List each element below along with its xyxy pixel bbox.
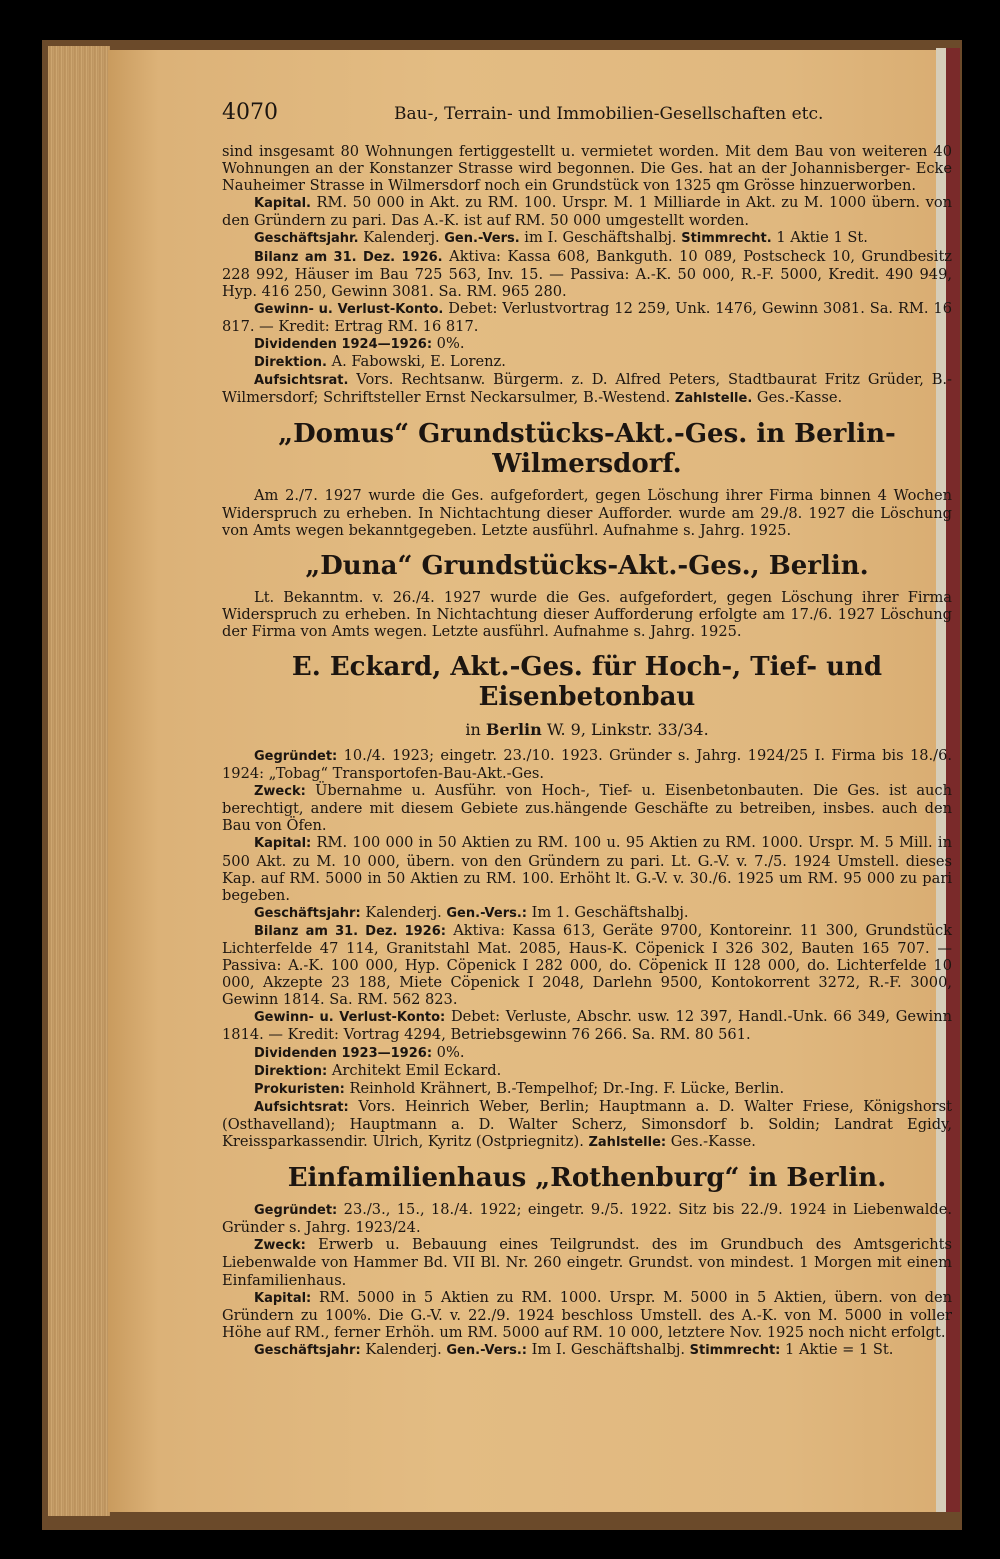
field-label: Zahlstelle: <box>588 1135 667 1151</box>
dividend-entry <box>222 1044 952 1062</box>
zweck-entry <box>222 1236 952 1288</box>
field-label: Prokuristen: <box>254 1081 345 1097</box>
field-label: Bilanz am 31. Dez. 1926: <box>254 923 446 939</box>
field-label: Aufsichtsrat: <box>254 1099 349 1115</box>
field-value: 0%. <box>436 1043 465 1061</box>
field-label: Kapital: <box>254 1290 312 1306</box>
field-label: Gen.-Vers. <box>444 231 520 247</box>
gegruendet-entry <box>222 1201 952 1236</box>
bilanz-entry <box>222 922 952 1008</box>
running-title: Bau-, Terrain- und Immobilien-Gesellschaften etc. <box>394 104 824 124</box>
gegruendet-entry <box>222 747 952 782</box>
field-value: 0%. <box>436 335 465 353</box>
field-label: Kapital: <box>254 836 312 852</box>
field-label: Gegründet: <box>254 748 338 764</box>
field-label: Gegründet: <box>254 1203 338 1219</box>
section-title-eckard: E. Eckard, Akt.-Ges. für Hoch-, Tief- und Eisenbetonbau <box>291 651 883 712</box>
page-content <box>222 100 952 1359</box>
field-value: Übernahme u. Ausführ. von Hoch-, Tief- u. Eisenbetonbauten. Die Ges. ist auch berechtigt, andere mit diesem Gebiete zus.hängende Geschäfte zu betreiben, insbes. auch den Bau von Öfen. <box>222 782 952 835</box>
field-value: Vors. Rechtsanw. Bürgerm. z. D. Alfred Peters, Stadtbaurat Fritz Grüder, B.-Wilmersdorf; Schriftsteller Ernst Neckarsulmer, B.-Westend. <box>222 371 952 407</box>
field-label: Zweck: <box>254 1238 306 1254</box>
field-value: Kalenderj. <box>363 229 440 247</box>
meta-entry <box>222 229 952 247</box>
field-label: Geschäftsjahr: <box>254 905 361 921</box>
zweck-entry <box>222 782 952 834</box>
field-label: Aufsichtsrat. <box>254 373 349 389</box>
field-value: RM. 5000 in 5 Aktien zu RM. 1000. Urspr. M. 5000 in 5 Aktien, übern. von den Gründern zu 100%. Die G.-V. v. 22./9. 1924 beschloss Umstell. des A.-K. von M. 5000 in voller Höhe auf RM., ferner Erhöh. um RM. 5000 auf RM. 10 000, letztere Nov. 1925 noch nicht erfolgt. <box>222 1288 953 1341</box>
section-title-rothenburg: Einfamilienhaus „Rothenburg“ in Berlin. <box>287 1163 887 1194</box>
dividend-entry <box>222 335 952 353</box>
field-value: RM. 100 000 in 50 Aktien zu RM. 100 u. 95 Aktien zu RM. 1000. Urspr. M. 5 Mill. in 500 Akt. zu M. 10 000, übern. von den Gründern zu pari. Lt. G.-V. v. 7./5. 1924 Umstell. dieses Kap. auf RM. 5000 in 50 Aktien zu RM. 100. Erhöht lt. G.-V. v. 30./6. 1925 um RM. 95 000 zu pari begeben. <box>222 834 953 904</box>
field-label: Dividenden 1924—1926: <box>254 337 433 353</box>
field-value: 10./4. 1923; eingetr. 23./10. 1923. Gründer s. Jahrg. 1924/25 I. Firma bis 18./6. 1924: „Tobag“ Transportofen-Bau-Akt.-Ges. <box>222 746 952 783</box>
section-title-domus: „Domus“ Grundstücks-Akt.-Ges. in Berlin-Wilmersdorf. <box>278 419 896 480</box>
kapital-entry <box>222 834 952 903</box>
paragraph: Lt. Bekanntm. v. 26./4. 1927 wurde die Ges. aufgefordert, gegen Löschung ihrer Firma Widerspruch zu erheben. In Nichtachtung dieser Aufforderung erfolgte am 17./6. 1927 Löschung der Firma von Amts wegen. Letzte ausführl. Aufnahme s. Jahrg. 1925. <box>222 588 952 640</box>
field-value: Architekt Emil Eckard. <box>331 1061 502 1079</box>
section-subtitle <box>222 720 952 739</box>
subtitle-address: W. 9, Linkstr. 33/34. <box>546 719 709 739</box>
field-value: im I. Geschäftshalbj. <box>524 229 677 247</box>
paragraph: sind insgesamt 80 Wohnungen fertiggestellt u. vermietet worden. Mit dem Bau von weiteren 40 Wohnungen an der Konstanzer Strasse wird begonnen. Die Ges. hat an der Johannisberger- Ecke Nauheimer Strasse in Wilmersdorf noch ein Grundstück von 1325 qm Grösse hinzuerworben. <box>222 143 952 195</box>
field-label: Direktion. <box>254 355 327 371</box>
field-value: Erwerb u. Bebauung eines Teilgrundst. des im Grundbuch des Amtsgerichts Liebenwalde von Hammer Bd. VII Bl. Nr. 260 eingetr. Grundst. von mindest. 1 Morgen mit einem Einfamilienhaus. <box>222 1236 953 1289</box>
field-value: Aktiva: Kassa 608, Bankguth. 10 089, Postscheck 10, Grundbesitz 228 992, Häuser im Bau 725 563, Inv. 15. — Passiva: A.-K. 50 000, R.-F. 5000, Kredit. 490 949, Hyp. 416 250, Gewinn 3081. Sa. RM. 965 280. <box>222 247 952 300</box>
page-edges <box>48 46 110 1516</box>
prokuristen-entry <box>222 1080 952 1098</box>
field-value: 1 Aktie 1 St. <box>776 229 868 247</box>
field-label: Stimmrecht. <box>681 231 772 247</box>
field-label: Gen.-Vers.: <box>446 905 527 921</box>
field-value: 23./3., 15., 18./4. 1922; eingetr. 9./5. 1922. Sitz bis 22./9. 1924 in Liebenwalde. Gründer s. Jahrg. 1923/24. <box>222 1201 953 1237</box>
bilanz-entry <box>222 248 952 300</box>
field-label: Dividenden 1923—1926: <box>254 1045 433 1061</box>
field-label: Stimmrecht: <box>689 1342 781 1358</box>
direktion-entry <box>222 1062 952 1080</box>
field-value: A. Fabowski, E. Lorenz. <box>331 353 506 371</box>
field-label: Direktion: <box>254 1063 328 1079</box>
field-label: Gewinn- u. Verlust-Konto: <box>254 1010 446 1026</box>
aufsichtsrat-entry <box>222 371 952 407</box>
field-value: Debet: Verluste, Abschr. usw. 12 397, Handl.-Unk. 66 349, Gewinn 1814. — Kredit: Vortrag 4294, Betriebsgewinn 76 266. Sa. RM. 80 561. <box>222 1008 953 1044</box>
guv-entry <box>222 300 952 335</box>
subtitle-city: Berlin <box>485 719 542 739</box>
paragraph: Am 2./7. 1927 wurde die Ges. aufgefordert, gegen Löschung ihrer Firma binnen 4 Wochen Widerspruch zu erheben. In Nichtachtung dieser Aufforder. wurde am 29./8. 1927 die Löschung von Amts wegen bekanntgegeben. Letzte ausführl. Aufnahme s. Jahrg. 1925. <box>222 487 952 539</box>
field-label: Geschäftsjahr: <box>254 1342 361 1358</box>
field-label: Gewinn- u. Verlust-Konto. <box>254 301 444 317</box>
field-value: Vors. Heinrich Weber, Berlin; Hauptmann a. D. Walter Friese, Königshorst (Osthavelland); Hauptmann a. D. Walter Scherz, Simonsdorf b. Soldin; Landrat Egidy, Kreissparkassendir. Ulrich, Kyritz (Ostpriegnitz). <box>222 1097 952 1151</box>
field-value: Debet: Verlustvortrag 12 259, Unk. 1476, Gewinn 3081. Sa. RM. 16 817. — Kredit: Ertrag RM. 16 817. <box>222 299 953 335</box>
meta-entry <box>222 904 952 922</box>
field-value: Im I. Geschäftshalbj. <box>531 1340 685 1358</box>
kapital-entry <box>222 1289 952 1341</box>
field-label: Geschäftsjahr. <box>254 231 359 247</box>
field-value: Ges.-Kasse. <box>756 389 843 407</box>
aufsichtsrat-entry <box>222 1098 952 1151</box>
field-label: Kapital. <box>254 196 311 212</box>
direktion-entry <box>222 353 952 371</box>
page-header <box>222 100 952 125</box>
section-title-duna: „Duna“ Grundstücks-Akt.-Ges., Berlin. <box>305 550 869 581</box>
field-value: Im 1. Geschäftshalbj. <box>531 903 689 921</box>
field-value: Reinhold Krähnert, B.-Tempelhof; Dr.-Ing. F. Lücke, Berlin. <box>349 1079 785 1097</box>
field-label: Bilanz am 31. Dez. 1926. <box>254 249 443 265</box>
field-label: Gen.-Vers.: <box>446 1342 527 1358</box>
field-value: RM. 50 000 in Akt. zu RM. 100. Urspr. M. 1 Milliarde in Akt. zu M. 1000 übern. von den Gründern zu pari. Das A.-K. ist auf RM. 50 000 umgestellt worden. <box>222 194 952 230</box>
field-value: Aktiva: Kassa 613, Geräte 9700, Kontoreinr. 11 300, Grundstück Lichterfelde 47 114, Granitstahl Mat. 2085, Haus-K. Cöpenick I 326 302, Bauten 165 707. — Passiva: A.-K. 100 000, Hyp. Cöpenick I 282 000, do. Cöpenick II 128 000, do. Lichterfelde 10 000, Akzepte 23 188, Miete Cöpenick I 2048, Darlehn 9500, Kontokorrent 3272, R.-F. 3000, Gewinn 1814. Sa. RM. 562 823. <box>222 921 953 1009</box>
field-value: Kalenderj. <box>365 903 442 921</box>
field-label: Zweck: <box>254 784 306 800</box>
subtitle-prefix: in <box>465 719 481 739</box>
guv-entry <box>222 1008 952 1043</box>
meta-entry <box>222 1341 952 1359</box>
field-value: 1 Aktie = 1 St. <box>785 1340 894 1358</box>
page-number: 4070 <box>222 100 278 125</box>
field-label: Zahlstelle. <box>674 391 753 407</box>
field-value: Kalenderj. <box>365 1340 442 1358</box>
field-value: Ges.-Kasse. <box>670 1133 756 1151</box>
kapital-entry <box>222 194 952 229</box>
